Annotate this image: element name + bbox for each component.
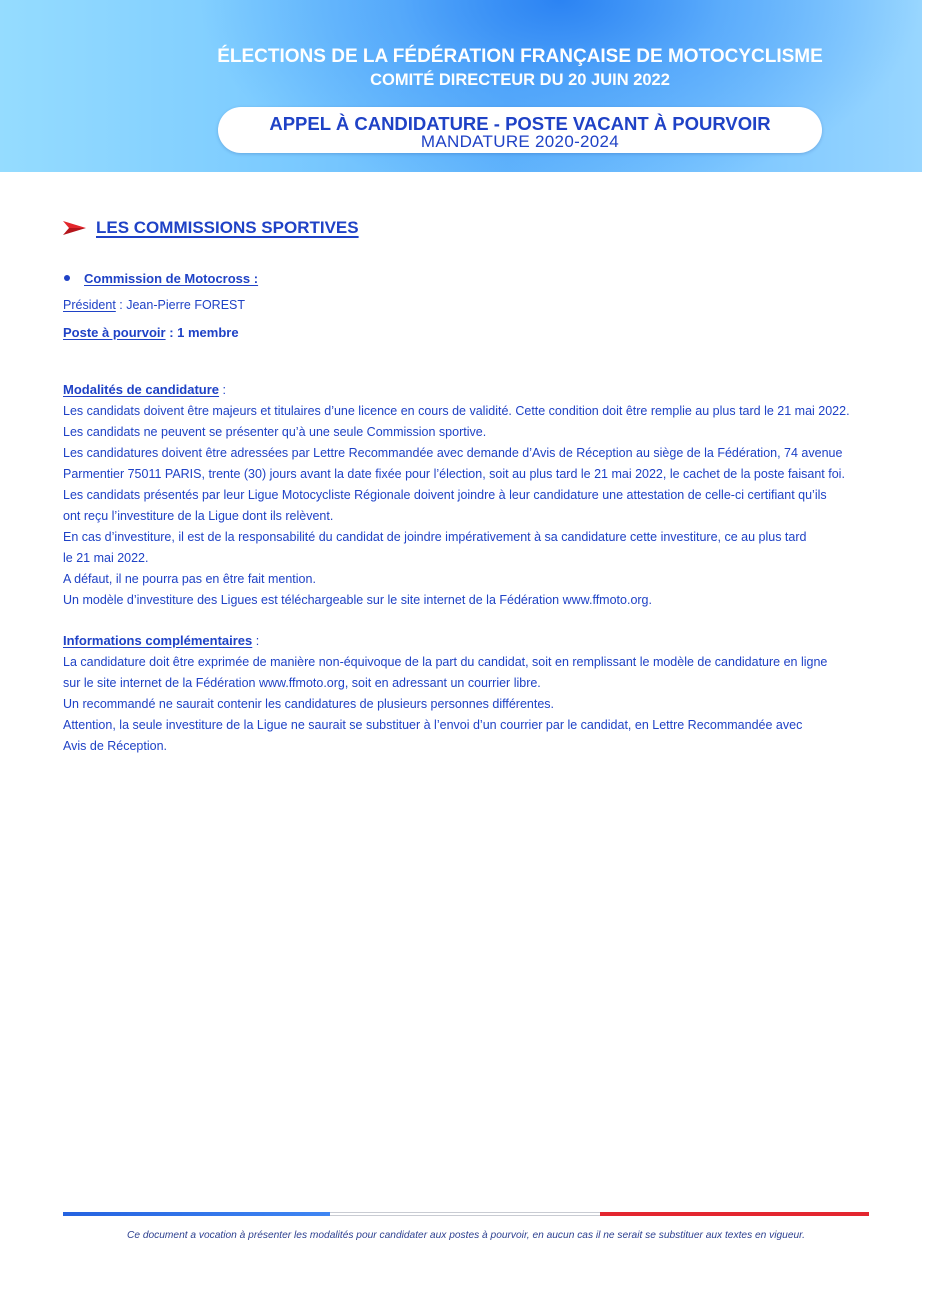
informations-line: Attention, la seule investiture de la Ligue ne saurait se substituer à l’envoi d’un courrier par le candidat, en Lettre Recommandée avec [63, 718, 803, 732]
post-label: Poste à pourvoir [63, 325, 166, 340]
informations-block [63, 630, 827, 757]
modalites-block [63, 379, 850, 611]
mandate-period: MANDATURE 2020-2024 [420, 132, 620, 151]
committee-date: COMITÉ DIRECTEUR DU 20 JUIN 2022 [370, 71, 670, 89]
modalites-line: le 21 mai 2022. [63, 551, 149, 565]
red-arrow-icon-bottom [63, 228, 86, 235]
modalites-line: A défaut, il ne pourra pas en être fait mention. [63, 572, 316, 586]
president-row [63, 295, 245, 316]
bullet-icon [64, 275, 70, 281]
president-value: : Jean-Pierre FOREST [115, 298, 246, 312]
modalites-line: Les candidatures doivent être adressées par Lettre Recommandée avec demande d’Avis de Réception au siège de la Fédération, 74 avenue [63, 446, 843, 460]
informations-line: La candidature doit être exprimée de manière non-équivoque de la part du candidat, soit en remplissant le modèle de candidature en ligne [63, 655, 828, 669]
post-value: : 1 membre [165, 325, 239, 340]
divider-blue-segment [63, 1212, 330, 1216]
call-pill [218, 107, 822, 153]
section-title: LES COMMISSIONS SPORTIVES [96, 218, 359, 237]
informations-heading-label: Informations complémentaires [63, 633, 253, 648]
red-arrow-icon-top [63, 221, 86, 228]
commission-name: Commission de Motocross : [84, 271, 259, 286]
red-arrow-icon [63, 221, 86, 235]
modalites-line: Parmentier 75011 PARIS, trente (30) jours avant la date fixée pour l’élection, soit au plus tard le 21 mai 2022, le cachet de la poste faisant foi. [63, 467, 845, 481]
modalites-line: Les candidats doivent être majeurs et titulaires d’une licence en cours de validité. Cette condition doit être remplie au plus tard le 21 mai 2022. [63, 404, 850, 418]
informations-line: Avis de Réception. [63, 739, 167, 753]
informations-line: Un recommandé ne saurait contenir les candidatures de plusieurs personnes différentes. [63, 697, 555, 711]
modalites-line: En cas d’investiture, il est de la responsabilité du candidat de joindre impérativement à sa candidature cette investiture, ce au plus tard [63, 530, 807, 544]
tricolor-divider [63, 1212, 869, 1216]
post-row [63, 322, 239, 343]
election-title: ÉLECTIONS DE LA FÉDÉRATION FRANÇAISE DE MOTOCYCLISME [217, 46, 823, 67]
modalites-line: Les candidats ne peuvent se présenter qu’à une seule Commission sportive. [63, 425, 487, 439]
informations-heading-suffix: : [252, 634, 260, 648]
modalites-heading [63, 379, 850, 401]
header-banner [0, 0, 922, 172]
modalites-line: Les candidats présentés par leur Ligue Motocycliste Régionale doivent joindre à leur candidature une attestation de celle-ci certifiant qu’ils [63, 488, 827, 502]
informations-heading [63, 630, 827, 652]
modalites-line: ont reçu l’investiture de la Ligue dont ils relèvent. [63, 509, 334, 523]
modalites-heading-suffix: : [219, 383, 226, 397]
president-label: Président [63, 298, 116, 312]
informations-line: sur le site internet de la Fédération www.ffmoto.org, soit en adressant un courrier libre. [63, 676, 541, 690]
modalites-heading-label: Modalités de candidature [63, 382, 220, 397]
footer-disclaimer: Ce document a vocation à présenter les modalités pour candidater aux postes à pourvoir, en aucun cas il ne serait se substituer aux textes en vigueur. [126, 1230, 806, 1241]
call-title: APPEL À CANDIDATURE - POSTE VACANT À POURVOIR [269, 113, 771, 134]
divider-red-segment [600, 1212, 869, 1216]
divider-white-segment [330, 1212, 600, 1216]
modalites-line: Un modèle d’investiture des Ligues est téléchargeable sur le site internet de la Fédération www.ffmoto.org. [63, 593, 652, 607]
